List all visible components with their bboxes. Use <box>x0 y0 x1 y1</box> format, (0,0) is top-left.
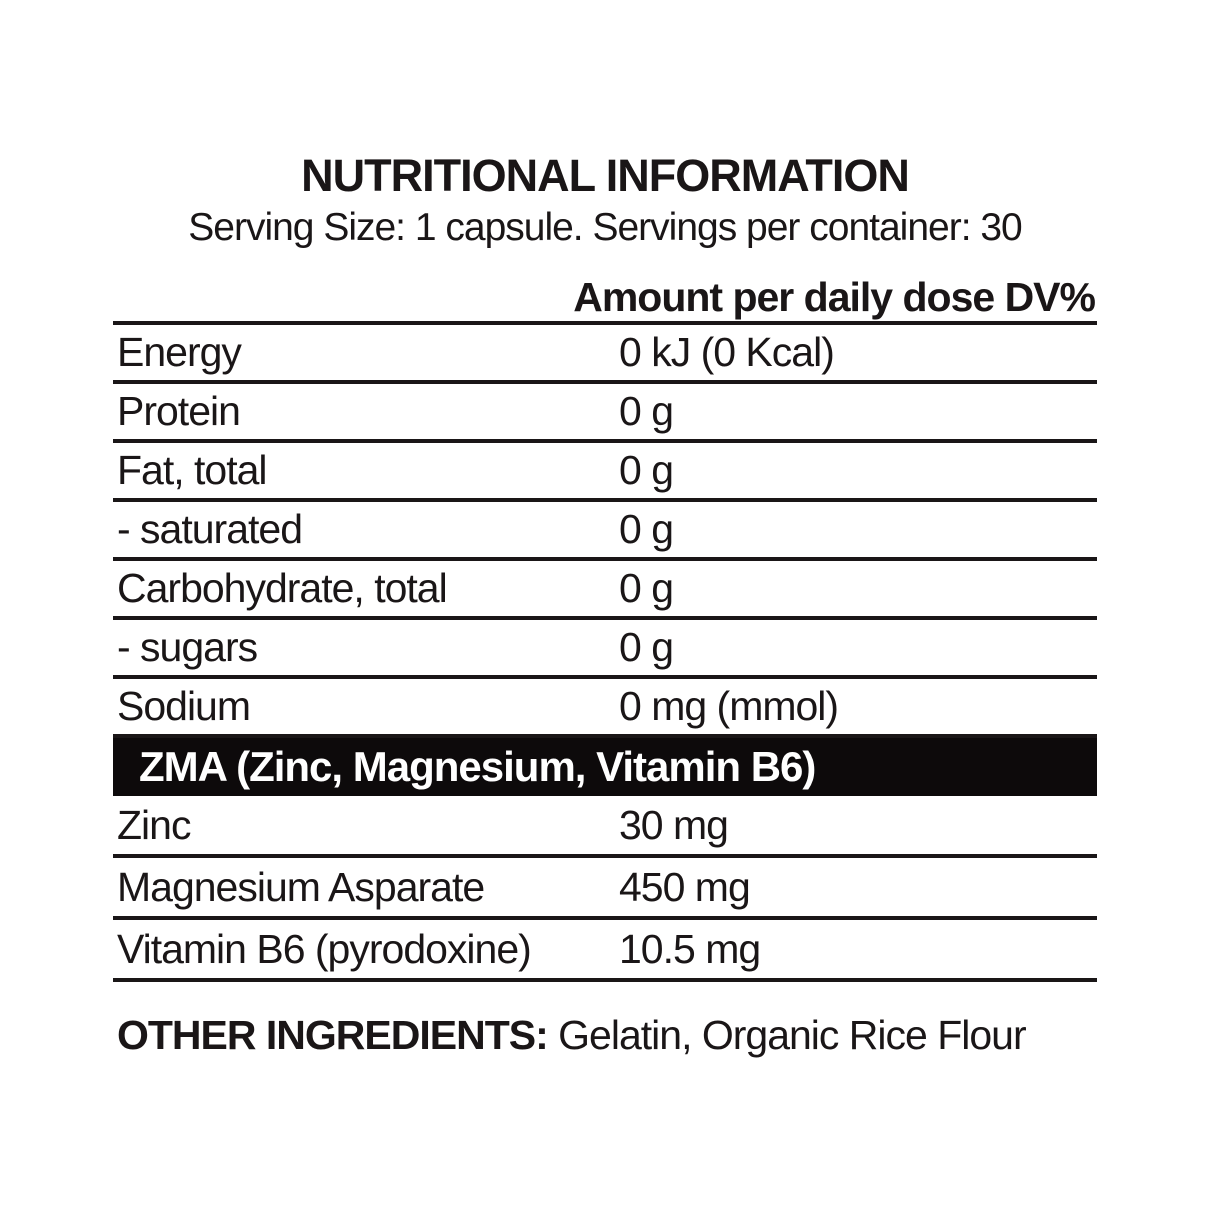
row-label: - sugars <box>117 624 258 670</box>
amount-per-dose-header: Amount per daily dose <box>573 274 995 320</box>
nutrition-panel <box>113 0 1097 1059</box>
table-row-sugars <box>113 620 1097 679</box>
row-label: Fat, total <box>117 447 267 493</box>
row-value: 0 g <box>619 388 673 434</box>
other-ingredients-value: Gelatin, Organic Rice Flour <box>558 1012 1026 1058</box>
table-row-magnesium <box>113 858 1097 920</box>
table-row-vitamin-b6 <box>113 920 1097 982</box>
row-label: Protein <box>117 388 240 434</box>
table-row-protein <box>113 384 1097 443</box>
row-value: 0 g <box>619 506 673 552</box>
label-title: NUTRITIONAL INFORMATION <box>301 150 909 201</box>
column-header-line <box>113 273 1097 321</box>
zma-section-band <box>113 738 1097 796</box>
row-value: 0 g <box>619 565 673 611</box>
serving-info: Serving Size: 1 capsule. Servings per container: 30 <box>188 206 1022 249</box>
row-value: 30 mg <box>619 801 728 848</box>
table-row-saturated <box>113 502 1097 561</box>
row-label: Zinc <box>117 801 191 848</box>
table-row-zinc <box>113 796 1097 858</box>
row-label: Magnesium Asparate <box>117 863 485 910</box>
row-label: Energy <box>117 329 241 375</box>
dv-percent-header: DV% <box>1004 274 1095 320</box>
zma-section-label: ZMA (Zinc, Magnesium, Vitamin B6) <box>139 743 816 790</box>
table-row-carbohydrate <box>113 561 1097 620</box>
table-row-sodium <box>113 679 1097 738</box>
row-label: Carbohydrate, total <box>117 565 447 611</box>
row-value: 450 mg <box>619 863 750 910</box>
other-ingredients-label: OTHER INGREDIENTS: <box>117 1012 548 1058</box>
row-value: 0 mg (mmol) <box>619 683 839 729</box>
row-value: 0 kJ (0 Kcal) <box>619 329 834 375</box>
table-row-fat-total <box>113 443 1097 502</box>
row-value: 10.5 mg <box>619 925 761 972</box>
row-value: 0 g <box>619 447 673 493</box>
table-row-energy <box>113 325 1097 384</box>
nutrition-table <box>113 321 1097 982</box>
row-value: 0 g <box>619 624 673 670</box>
other-ingredients-line <box>113 1012 1097 1059</box>
row-label: Sodium <box>117 683 251 729</box>
row-label: - saturated <box>117 506 302 552</box>
row-label: Vitamin B6 (pyrodoxine) <box>117 925 531 972</box>
